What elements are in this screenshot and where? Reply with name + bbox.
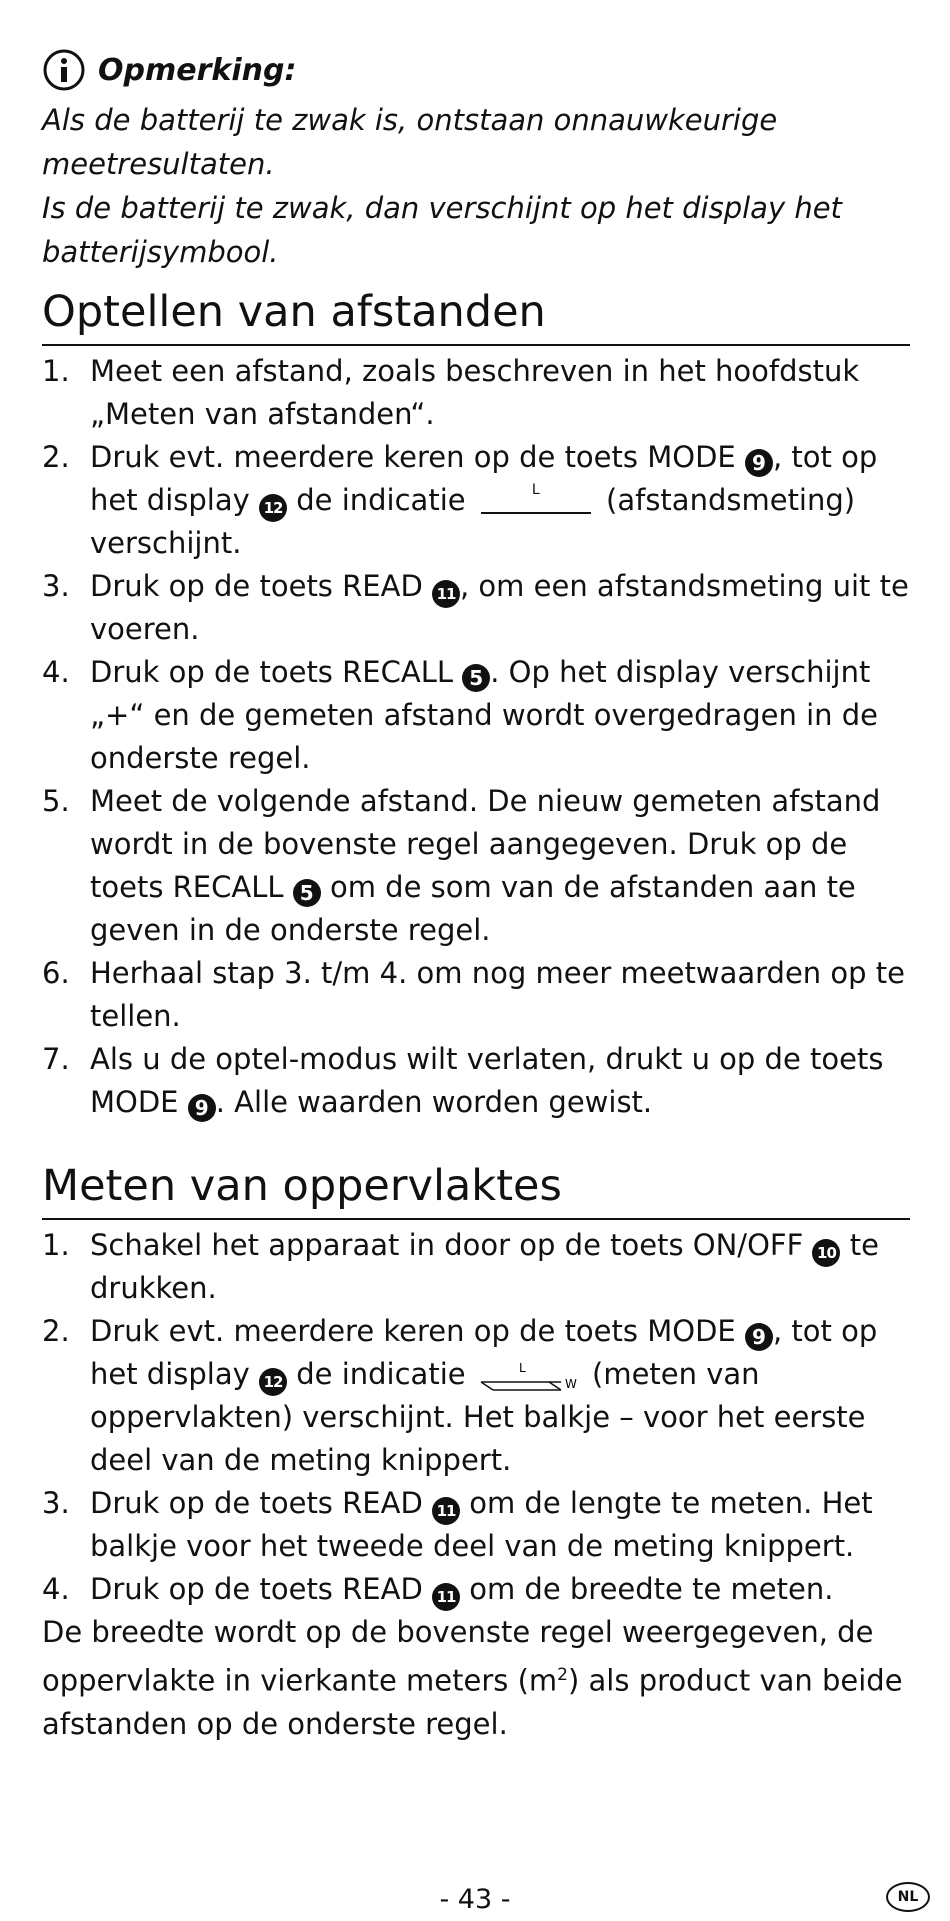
key-badge-mode: 9 [188,1094,216,1122]
step-number: 3. [42,1486,70,1520]
key-badge-display: 12 [259,494,287,522]
note-header [42,46,922,94]
area-indicator-w: W [564,1377,577,1391]
step-number: 7. [42,1042,70,1076]
step-text: Meet de volgende afstand. De nieuw gemeten afstand wordt in de bovenste regel aangegeven. Druk op de toets RECALL [90,784,881,904]
step-number: 5. [42,784,70,818]
step-text: te drukken. [90,1228,879,1305]
note-line: batterijsymbool. [42,235,279,269]
note-text [42,98,922,274]
step-item [42,1310,910,1482]
superscript-two: 2 [557,1665,568,1685]
step-text: (afstandsmeting) verschijnt. [90,483,856,560]
key-badge-mode: 9 [745,1323,773,1351]
step-text: om de breedte te meten. [460,1572,834,1606]
section-title: Optellen van afstanden [42,286,910,346]
step-text: Schakel het apparaat in door op de toets ON/OFF [90,1228,813,1262]
step-number: 4. [42,655,70,689]
step-list [42,1224,910,1611]
step-text: Druk op de toets RECALL [90,655,463,689]
step-text: Druk op de toets READ [90,569,432,603]
key-badge-display: 12 [259,1368,287,1396]
step-text: , om een afstandsmeting uit te voeren. [90,569,909,646]
section-measuring-areas [42,1160,910,1746]
area-indicator-icon [479,1358,579,1392]
note-box [42,46,922,274]
step-item [42,780,910,952]
closing-text: ) als product van beide afstanden op de onderste regel. [42,1663,903,1741]
step-text: (meten van oppervlakten) verschijnt. Het balkje – voor het eerste deel van de meting knippert. [90,1357,866,1477]
step-item [42,1224,910,1310]
section-title: Meten van oppervlaktes [42,1160,910,1220]
closing-text: De breedte wordt op de bovenste regel weergegeven, de oppervlakte in vierkante meters (m [42,1615,874,1698]
step-text: . Alle waarden worden gewist. [215,1085,653,1119]
key-badge-read: 11 [432,1583,460,1611]
step-text: Druk evt. meerdere keren op de toets MODE [90,440,745,474]
step-text: Herhaal stap 3. t/m 4. om nog meer meetwaarden op te tellen. [90,956,905,1033]
step-number: 1. [42,354,70,388]
step-text: de indicatie [287,483,475,517]
step-text: . Op het display verschijnt „+“ en de gemeten afstand wordt overgedragen in de onderste regel. [90,655,878,775]
step-text: Druk op de toets READ [90,1572,432,1606]
step-item [42,1482,910,1568]
step-item [42,350,910,436]
step-number: 2. [42,1314,70,1348]
step-number: 4. [42,1572,70,1606]
info-icon [42,48,86,92]
note-line: Als de batterij te zwak is, ontstaan onnauwkeurige meetresultaten. [42,103,778,181]
step-item [42,436,910,565]
step-text: Als u de optel-modus wilt verlaten, drukt u op de toets MODE [90,1042,884,1119]
step-item [42,1568,910,1611]
step-text: , tot op het display [90,1314,878,1391]
key-badge-read: 11 [432,580,460,608]
key-badge-onoff: 10 [812,1239,840,1267]
step-number: 3. [42,569,70,603]
area-indicator-l: L [518,1361,526,1375]
step-list [42,350,910,1124]
distance-indicator-icon [481,482,591,514]
step-text: , tot op het display [90,440,878,517]
key-badge-mode: 9 [745,449,773,477]
note-line: Is de batterij te zwak, dan verschijnt op het display het [42,191,842,225]
key-badge-recall: 5 [462,664,490,692]
section-adding-distances [42,286,910,1124]
step-text: Druk op de toets READ [90,1486,432,1520]
closing-paragraph [42,1611,910,1746]
step-number: 1. [42,1228,70,1262]
step-number: 2. [42,440,70,474]
step-text: Meet een afstand, zoals beschreven in het hoofdstuk „Meten van afstanden“. [90,354,860,431]
step-text: de indicatie [287,1357,475,1391]
step-text: om de som van de afstanden aan te geven in de onderste regel. [90,870,856,947]
page-number: - 43 - [439,1884,511,1915]
key-badge-read: 11 [432,1497,460,1525]
step-item [42,651,910,780]
language-badge: NL [886,1882,930,1912]
step-text: Druk evt. meerdere keren op de toets MODE [90,1314,745,1348]
step-text: om de lengte te meten. Het balkje voor het tweede deel van de meting knippert. [90,1486,873,1563]
indicator-label: L [531,482,540,498]
key-badge-recall: 5 [293,879,321,907]
step-item [42,952,910,1038]
step-item [42,1038,910,1124]
step-number: 6. [42,956,70,990]
step-item [42,565,910,651]
note-title: Opmerking: [98,52,297,88]
